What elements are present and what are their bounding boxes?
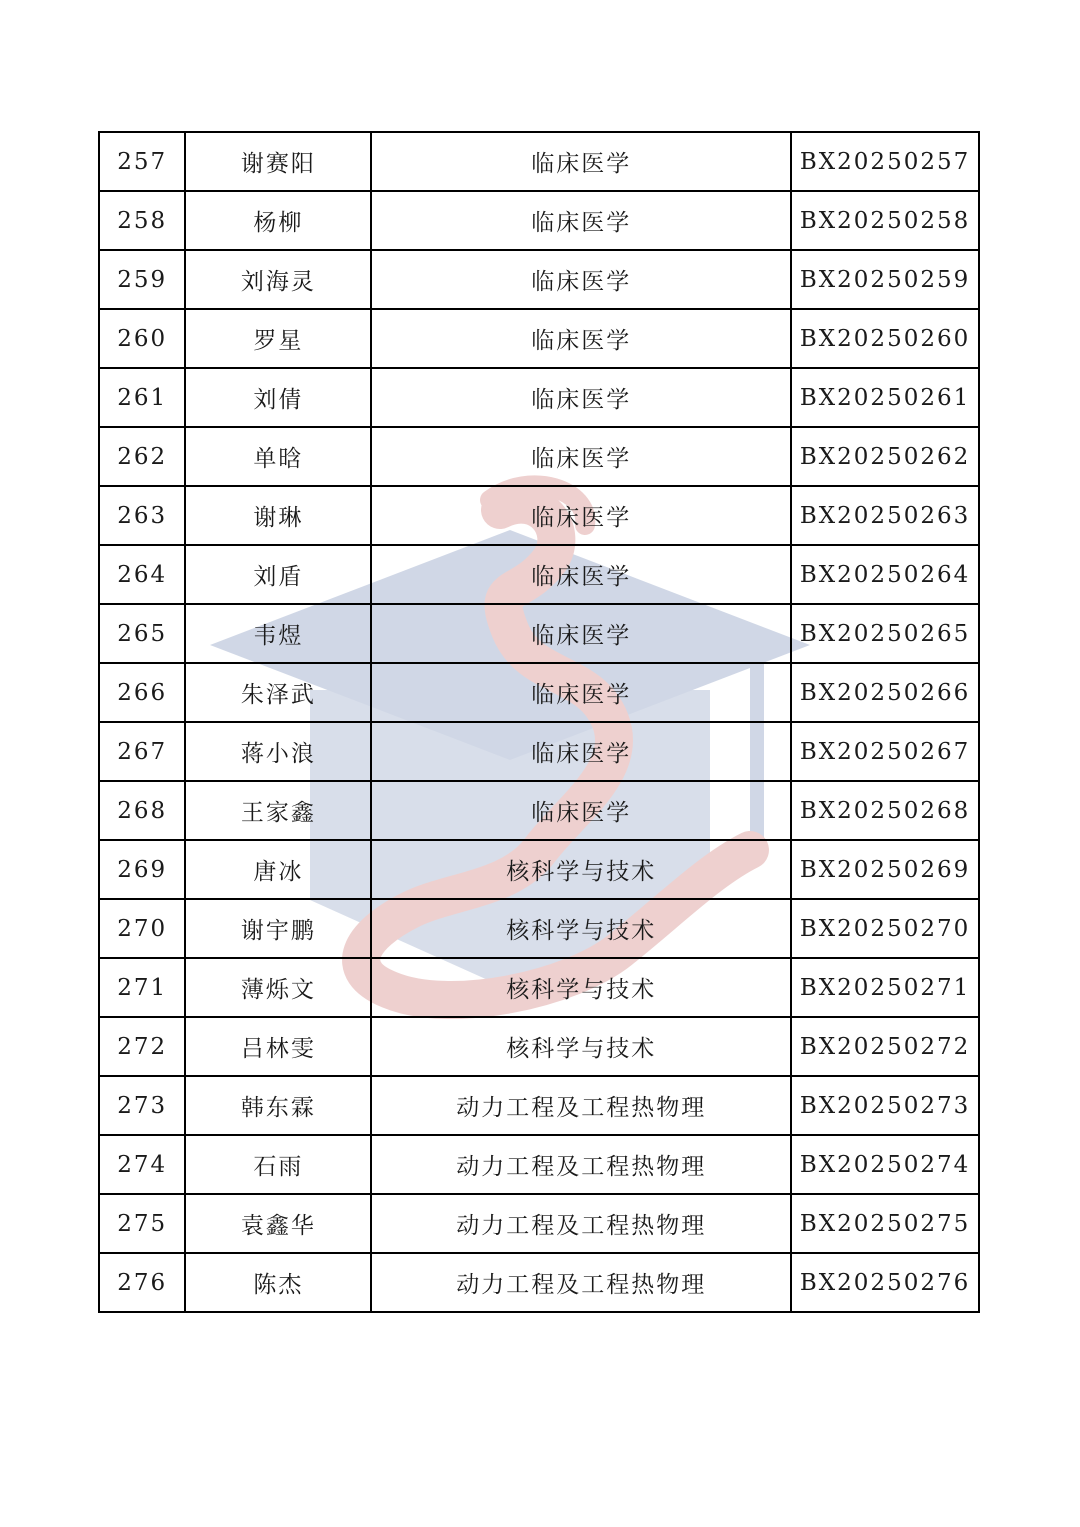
student-name-cell: 陈杰 bbox=[185, 1253, 371, 1312]
student-name-cell: 韩东霖 bbox=[185, 1076, 371, 1135]
row-number-cell: 275 bbox=[99, 1194, 185, 1253]
admission-id-cell: BX20250269 bbox=[791, 840, 979, 899]
row-number-cell: 263 bbox=[99, 486, 185, 545]
student-name-cell: 谢琳 bbox=[185, 486, 371, 545]
row-number-cell: 261 bbox=[99, 368, 185, 427]
table-row bbox=[99, 722, 979, 781]
major-cell: 临床医学 bbox=[371, 486, 791, 545]
row-number-cell: 266 bbox=[99, 663, 185, 722]
student-name-cell: 石雨 bbox=[185, 1135, 371, 1194]
table-row bbox=[99, 840, 979, 899]
table-row bbox=[99, 1017, 979, 1076]
row-number-cell: 268 bbox=[99, 781, 185, 840]
student-name-cell: 王家鑫 bbox=[185, 781, 371, 840]
row-number-cell: 276 bbox=[99, 1253, 185, 1312]
major-cell: 核科学与技术 bbox=[371, 840, 791, 899]
major-cell: 核科学与技术 bbox=[371, 958, 791, 1017]
student-name-cell: 罗星 bbox=[185, 309, 371, 368]
major-cell: 临床医学 bbox=[371, 545, 791, 604]
major-cell: 临床医学 bbox=[371, 604, 791, 663]
table-row bbox=[99, 663, 979, 722]
table-row bbox=[99, 309, 979, 368]
table-row bbox=[99, 427, 979, 486]
student-name-cell: 韦煜 bbox=[185, 604, 371, 663]
major-cell: 动力工程及工程热物理 bbox=[371, 1194, 791, 1253]
major-cell: 临床医学 bbox=[371, 191, 791, 250]
admission-id-cell: BX20250263 bbox=[791, 486, 979, 545]
student-name-cell: 薄烁文 bbox=[185, 958, 371, 1017]
student-name-cell: 袁鑫华 bbox=[185, 1194, 371, 1253]
row-number-cell: 270 bbox=[99, 899, 185, 958]
table-row bbox=[99, 545, 979, 604]
table-row bbox=[99, 1135, 979, 1194]
admission-id-cell: BX20250270 bbox=[791, 899, 979, 958]
row-number-cell: 258 bbox=[99, 191, 185, 250]
student-name-cell: 蒋小浪 bbox=[185, 722, 371, 781]
admission-id-cell: BX20250264 bbox=[791, 545, 979, 604]
major-cell: 临床医学 bbox=[371, 132, 791, 191]
admission-id-cell: BX20250260 bbox=[791, 309, 979, 368]
row-number-cell: 274 bbox=[99, 1135, 185, 1194]
student-name-cell: 刘倩 bbox=[185, 368, 371, 427]
table-row bbox=[99, 486, 979, 545]
student-name-cell: 唐冰 bbox=[185, 840, 371, 899]
major-cell: 核科学与技术 bbox=[371, 1017, 791, 1076]
admission-id-cell: BX20250257 bbox=[791, 132, 979, 191]
admission-id-cell: BX20250262 bbox=[791, 427, 979, 486]
admission-id-cell: BX20250267 bbox=[791, 722, 979, 781]
table-row bbox=[99, 781, 979, 840]
row-number-cell: 267 bbox=[99, 722, 185, 781]
table-row bbox=[99, 1076, 979, 1135]
student-name-cell: 刘盾 bbox=[185, 545, 371, 604]
admission-id-cell: BX20250266 bbox=[791, 663, 979, 722]
admission-id-cell: BX20250272 bbox=[791, 1017, 979, 1076]
row-number-cell: 257 bbox=[99, 132, 185, 191]
table-row bbox=[99, 1253, 979, 1312]
row-number-cell: 265 bbox=[99, 604, 185, 663]
table-row bbox=[99, 958, 979, 1017]
row-number-cell: 271 bbox=[99, 958, 185, 1017]
admission-roster-table bbox=[98, 131, 980, 1313]
student-name-cell: 朱泽武 bbox=[185, 663, 371, 722]
admission-id-cell: BX20250273 bbox=[791, 1076, 979, 1135]
major-cell: 动力工程及工程热物理 bbox=[371, 1135, 791, 1194]
table-row bbox=[99, 368, 979, 427]
table-row bbox=[99, 899, 979, 958]
student-name-cell: 刘海灵 bbox=[185, 250, 371, 309]
major-cell: 临床医学 bbox=[371, 663, 791, 722]
admission-id-cell: BX20250275 bbox=[791, 1194, 979, 1253]
major-cell: 核科学与技术 bbox=[371, 899, 791, 958]
major-cell: 动力工程及工程热物理 bbox=[371, 1253, 791, 1312]
major-cell: 动力工程及工程热物理 bbox=[371, 1076, 791, 1135]
row-number-cell: 269 bbox=[99, 840, 185, 899]
major-cell: 临床医学 bbox=[371, 309, 791, 368]
student-name-cell: 谢赛阳 bbox=[185, 132, 371, 191]
major-cell: 临床医学 bbox=[371, 722, 791, 781]
major-cell: 临床医学 bbox=[371, 427, 791, 486]
row-number-cell: 272 bbox=[99, 1017, 185, 1076]
row-number-cell: 264 bbox=[99, 545, 185, 604]
table-row bbox=[99, 604, 979, 663]
major-cell: 临床医学 bbox=[371, 368, 791, 427]
table-row bbox=[99, 250, 979, 309]
admission-id-cell: BX20250271 bbox=[791, 958, 979, 1017]
admission-id-cell: BX20250268 bbox=[791, 781, 979, 840]
admission-id-cell: BX20250265 bbox=[791, 604, 979, 663]
table-row bbox=[99, 191, 979, 250]
admission-id-cell: BX20250276 bbox=[791, 1253, 979, 1312]
table-row bbox=[99, 132, 979, 191]
row-number-cell: 262 bbox=[99, 427, 185, 486]
student-name-cell: 杨柳 bbox=[185, 191, 371, 250]
row-number-cell: 273 bbox=[99, 1076, 185, 1135]
table-row bbox=[99, 1194, 979, 1253]
student-name-cell: 吕林雯 bbox=[185, 1017, 371, 1076]
student-name-cell: 单晗 bbox=[185, 427, 371, 486]
student-name-cell: 谢宇鹏 bbox=[185, 899, 371, 958]
row-number-cell: 259 bbox=[99, 250, 185, 309]
major-cell: 临床医学 bbox=[371, 781, 791, 840]
admission-id-cell: BX20250259 bbox=[791, 250, 979, 309]
roster-body bbox=[99, 132, 979, 1312]
major-cell: 临床医学 bbox=[371, 250, 791, 309]
admission-id-cell: BX20250274 bbox=[791, 1135, 979, 1194]
row-number-cell: 260 bbox=[99, 309, 185, 368]
admission-id-cell: BX20250261 bbox=[791, 368, 979, 427]
admission-id-cell: BX20250258 bbox=[791, 191, 979, 250]
